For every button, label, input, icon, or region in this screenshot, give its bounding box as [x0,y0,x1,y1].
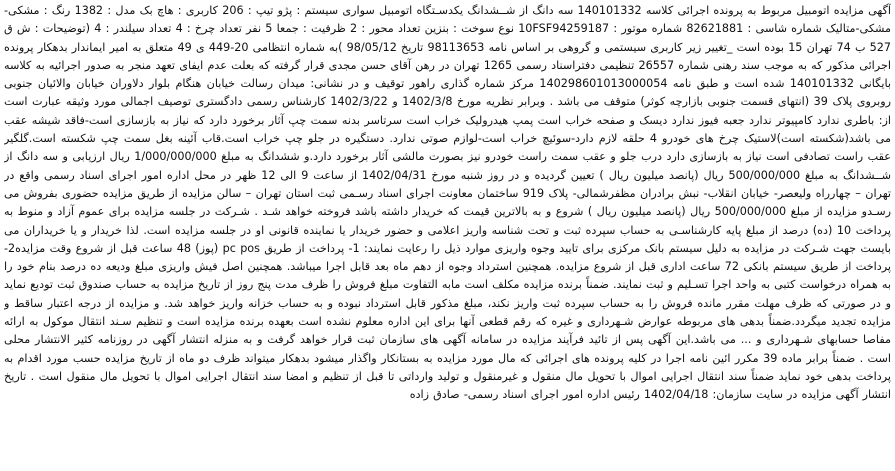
auction-notice-document [4,2,891,469]
auction-notice-text: آگهی مزایده اتومبیل مربوط به پرونده اجرائی کلاسه 140101332 سه دانگ از شــشدانگ یکدسـتگاه اتومبیل سواری سیستم : پژو تیپ : 206 کاربری : هاچ بک مدل : 1382 رنگ : مشکی-مشکی-متالیک شماره شاسی : 82621881 شماره موتور : 10FSF94259187 نوع سوخت : بنزین تعداد محور : 2 ظرفیت : جمعا 5 نفر تعداد چرخ : 4 تعداد سیلندر : 4 (توضیحات : ش ق 527 ب 74 تهران 15 بوده است _تغییر زیر کاربری سیستمی و گروهی بر اساس نامه 98113653 تاریخ 98/05/12 )به شماره انتظامی 20-449 ی 49 متعلق به امیر ایماندار بدهکار پرونده اجرائی مذکور که به موجب سند رهنی شماره 26557 تنظیمی دفتراسناد رسمی 1265 تهران در رهن آقای حسن مجدی قرار گرفته که بعلت عدم ایفای تعهد منجر به صدور اجرائیه به کلاسه بایگانی 140101332 شده است و طبق نامه 140298601013000054 مرکز شماره گذاری راهور توقیف و در نشانی: میدان رسالت خیابان هنگام بلوار دلاوران خیابان والائیان جنوبی روبروی پلاک 39 (انتهای قسمت جنوبی بازارچه کوثر) متوقف می باشد . وبرابر نظریه مورخ 1402/3/8 و 1402/3/22 کارشناس رسمی دادگستری توصیف اجمالی مورد وثیقه عبارت است از: باطری ندارد کامپیوتر ندارد جعبه فیوز ندارد دیسک و صفحه خراب است پمپ هیدرولیک خراب است سرتاسر بدنه سمت چپ آثار برخورد دارد که نیاز به بازسازی است-فاقد شیشه عقب می باشد(شکسته است)لاستیک چرخ های خودرو 4 حلقه لازم دارد-سوئیچ خراب است-لوازم صوتی ندارد. دستگیره در جلو چپ خراب است.قاب آئینه بغل سمت چپ شکسته است.گلگیر عقب راست تصادفی است نیاز به بازسازی دارد درب جلو و عقب سمت راست خودرو نیز بصورت مالشی آثار برخورد دارد.و ششدانگ به مبلغ 1/000/000/000 ریال ارزیابی و سه دانگ از شــشدانگ به مبلغ 500/000/000 ریال (پانصد میلیون ریال ) تعیین گردیده و در روز شنبه مورخ 1402/04/31 از ساعت 9 الی 12 ظهر در محل اداره امور اجرای اسناد رسمی واقع در تهران – چهارراه ولیعصر- خیابان انقلاب- نبش برادران مظفرشمالی- پلاک 919 ساختمان معاونت اجرای اسناد رسـمی ثبت استان تهران – سالن مزایده از طریق مزایده حضوری بفروش می رسـدو مزایده از مبلغ 500/000/000 ریال (پانصد میلیون ریال ) شروع و به بالاترین قیمت که خریدار داشته باشد فروخته خواهد شـد . شـرکت در جلسه مزایده برای عموم آزاد و منوط به پرداخت 10 (ده) درصد از مبلغ پایه کارشناسـی به حساب سپرده ثبت و تحت شناسه واریز اعلامی و حضور خریدار یا نماینده قانونی او در جلسه مزایده است. لذا خریدار و یا خریداران می بایست جهت شـرکت در مزایده به دلیل سیستم بانک مرکزی برای تایید وجوه واریزی موارد ذیل را رعایت نمایند: 1- پرداخت از طریق pc pos (پوز) 48 ساعت قبل از شروع وقت مزایده2- پرداخت از طریق سیستم بانکی 72 ساعت اداری قبل از شروع مزایده. همچنین استرداد وجوه از دهم ماه بعد قابل اجرا میباشد. همچنین اصل فیش واریزی مبلغ ودیعه ده درصد بنام خود را به همراه درخواست کتبی به واحد اجرا تسـلیم و ثبت نمایند. ضمناً برنده مزایده مکلف است مابه التفاوت مبلغ فروش را ظرف مدت پنج روز از تاریخ مزایده به حساب صندوق ثبت تودیع نماید و در صورتی که ظرف مهلت مقرر مانده فروش را به حساب سپرده ثبت واریز نکند، مبلغ مذکور قابل استرداد نبوده و به حساب خزانه واریز خواهد شد. و مزایده از درجه اعتبار ساقط و مزایده تجدید میگردد.ضمناً بدهی های مربوطه عوارض شـهرداری و غیره که رقم قطعی آنها برای این اداره معلوم نشده است بعهده برنده مزایده است و تنظیم سـند انتقال موکول به ارائه مفاصا حسابهای شـهرداری و ... می باشد.این آگهی پس از تائید فرآیند مزایده در سامانه آگهی های سازمان ثبت قرار خواهد گرفت و به منزله انتشار آگهی در روزنامه کثیر الانتشار محلی است . ضمناً برابر ماده 39 مکرر ائین نامه اجرا در کلیه پرونده های اجرائی که مال مورد مزایده به بستانکار واگذار میشود بدهکار میتواند ظرف دو ماه از تاریخ مزایده حسب مورد اقدام به پرداخت بدهی خود نماید ضمناً سند انتقال اجرایی اموال با تحویل مال منقول و غیرمنقول و تولید وارداتی تا قبل از تنظیم و امضا سند انتقال اجرایی اموال با تحویل مال منقول است . تاریخ انتشار آگهی مزایده در سایت سازمان: 1402/04/18 رئیس اداره امور اجرای اسناد رسمی- صادق زاده [4,4,891,402]
